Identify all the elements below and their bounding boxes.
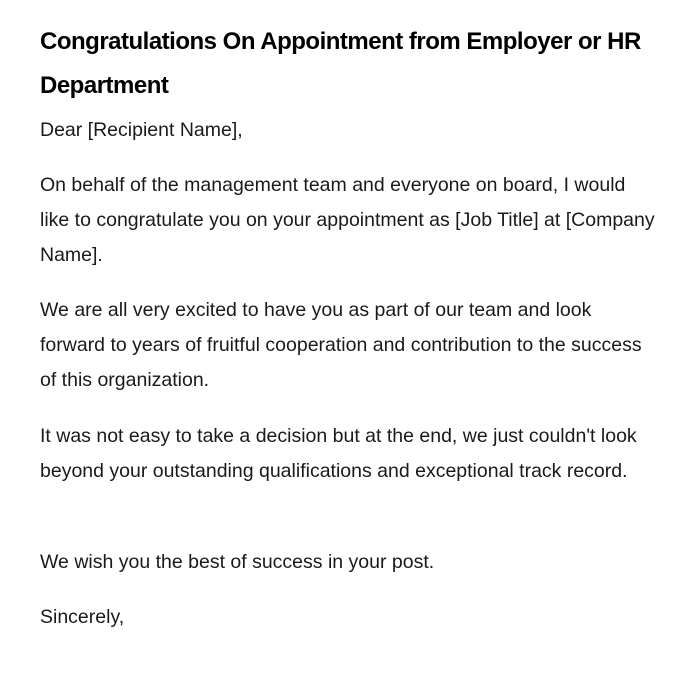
paragraph-excitement: We are all very excited to have you as part of our team and look forward to years of fruitful cooperation and contribution to the success of this organization. — [40, 299, 642, 391]
closing: Sincerely, — [40, 606, 125, 628]
salutation: Dear [Recipient Name], — [40, 119, 243, 141]
letter-title: Congratulations On Appointment from Employer or HR Department — [40, 28, 641, 99]
paragraph-congratulations: On behalf of the management team and everyone on board, I would like to congratulate you on your appointment as [Job Title] at [Company Name]. — [40, 174, 655, 266]
paragraph-decision: It was not easy to take a decision but at the end, we just couldn't look beyond your outstanding qualifications and exceptional track record. — [40, 425, 637, 482]
paragraph-wishes: We wish you the best of success in your post. — [40, 551, 435, 573]
